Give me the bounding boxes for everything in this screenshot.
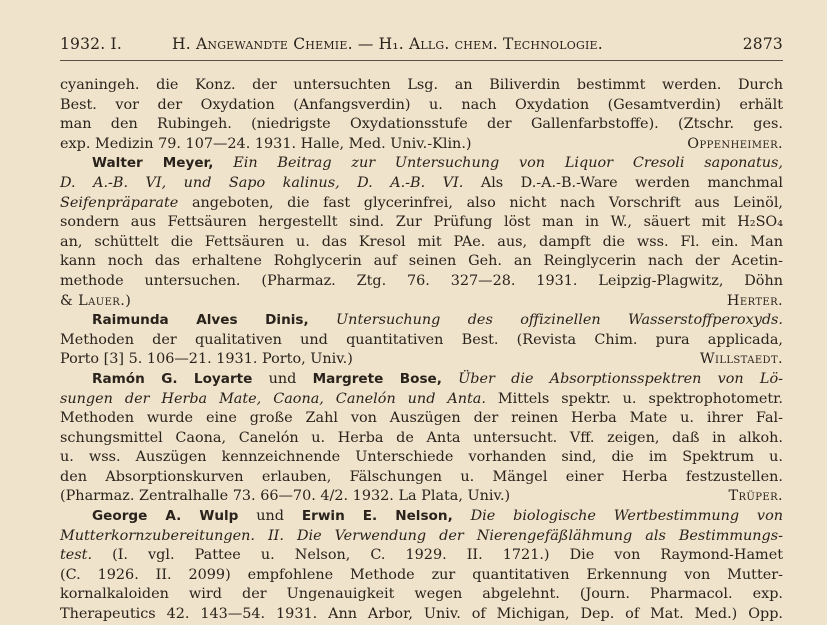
author-name: Margrete Bose,: [312, 370, 442, 387]
referee-name: Trüper.: [728, 488, 783, 505]
page-number: 2873: [742, 35, 783, 53]
paper-title-continued: test.: [60, 547, 93, 564]
paper-title-continued: sungen der Herba Mate, Caona, Canelón und Anta.: [60, 390, 486, 407]
paper-title-continued: D. A.-B. VI, und Sapo kalinus, D. A.-B. VI.: [60, 174, 464, 191]
text-line: [60, 174, 783, 194]
author-name: George A. Wulp: [92, 508, 239, 525]
text-line: sondern aus Fettsäuren hergestellt sind. Zur Prüfung löst man in W., säuert mit H₂SO₄: [60, 214, 783, 231]
header-title: H. Angewandte Chemie. — H₁. Allg. chem. Technologie.: [172, 35, 603, 53]
abstract-entry: [60, 154, 783, 311]
header-year: 1932. I.: [60, 35, 122, 53]
abstract-text: Mittels spektr. u. spektrophotometr.: [497, 390, 784, 407]
citation-text: exp. Medizin 79. 107—24. 1931. Halle, Med. Univ.-Klin.): [60, 135, 472, 152]
text-line: schungsmittel Caona, Canelón u. Herba de Anta untersucht. Vff. zeigen, daß in alkoh.: [60, 429, 783, 446]
entry-heading-line: [60, 311, 783, 331]
text-line: Therapeutics 42. 143—54. 1931. Ann Arbor, Univ. of Michigan, Dep. of Mat. Med.) Opp.: [60, 606, 783, 623]
text-line: [60, 292, 783, 312]
paper-title: Über die Absorptionsspektren von Lö-: [458, 370, 784, 387]
text-line: [60, 135, 783, 155]
text-line: an, schüttelt die Fettsäuren u. das Kresol mit PAe. aus, dampft die wss. Fl. ein. Man: [60, 233, 783, 250]
text-line: [60, 487, 783, 507]
abstract-entry: [60, 507, 783, 625]
abstract-text: Als D.-A.-B.-Ware werden manchmal: [480, 174, 784, 191]
entry-heading-line: [60, 370, 783, 390]
author-name: Walter Meyer,: [92, 155, 214, 172]
citation-text: Porto [3] 5. 106—21. 1931. Porto, Univ.): [60, 351, 353, 368]
text-line: u. wss. Auszügen kennzeichnende Unterschiede vorhanden sind, die im Spektrum u.: [60, 449, 783, 466]
author-connector: und: [268, 370, 297, 387]
text-line: Methoden wurde eine große Zahl von Auszügen der reinen Herba Mate u. ihrer Fal-: [60, 410, 783, 427]
text-line: man den Rubingeh. (niedrigste Oxydationsstufe der Gallenfarbstoffe). (Ztschr. ges.: [60, 116, 783, 133]
paper-title: Die biologische Wertbestimmung von: [470, 508, 783, 525]
abstract-entry: [60, 76, 783, 154]
paper-title-continued: Mutterkornzubereitungen. II. Die Verwendung der Nierengefäßlähmung als Bestimmungs-: [60, 527, 783, 544]
text-line: methode untersuchen. (Pharmaz. Ztg. 76. 327—28. 1931. Leipzig-Plagwitz, Döhn: [60, 272, 783, 289]
referee-name: Herter.: [726, 292, 783, 309]
text-line: cyaningeh. die Konz. der untersuchten Lsg. an Biliverdin bestimmt werden. Durch: [60, 77, 783, 93]
text-line: [60, 194, 783, 214]
text-line: [60, 350, 783, 370]
text-line: Best. vor der Oxydation (Anfangsverdin) u. nach Oxydation (Gesamtverdin) erhält: [60, 96, 783, 113]
author-name: Ramón G. Loyarte: [92, 370, 253, 387]
text-line: [60, 527, 783, 547]
referee-name: Oppenheimer.: [687, 135, 783, 152]
abstract-text: angeboten, die fast glycerinfrei, also nicht nach Vorschrift aus Leinöl,: [191, 194, 783, 211]
text-line: den Absorptionskurven erlauben, Fälschungen u. Mängel einer Herba festzustellen.: [60, 468, 783, 485]
header-rule: [60, 60, 783, 61]
referee-name: Willstaedt.: [699, 351, 783, 368]
text-line: (C. 1926. II. 2099) empfohlene Methode zur quantitativen Erkennung von Mutter-: [60, 566, 783, 583]
paper-title: Untersuchung des offizinellen Wasserstoffperoxyds.: [336, 312, 783, 329]
text-line: kann noch das erhaltene Rohglycerin auf seinen Geh. an Reinglycerin nach der Acetin-: [60, 253, 783, 270]
citation-text: (Pharmaz. Zentralhalle 73. 66—70. 4/2. 1932. La Plata, Univ.): [60, 488, 511, 505]
text-line: Methoden der qualitativen und quantitativen Best. (Revista Chim. pura applicada,: [60, 331, 783, 348]
italic-term: Seifenpräparate: [60, 194, 179, 211]
text-line: [60, 390, 783, 410]
abstract-text: (I. vgl. Pattee u. Nelson, C. 1929. II. 1721.) Die von Raymond-Hamet: [112, 547, 783, 564]
entry-heading-line: [60, 154, 783, 174]
paper-title: Ein Beitrag zur Untersuchung von Liquor Cresoli saponatus,: [233, 155, 783, 172]
abstracts-body: [60, 76, 783, 625]
abstract-entry: [60, 311, 783, 370]
text-line: kornalkaloiden wird der Ungenauigkeit wegen abgelehnt. (Journ. Pharmacol. exp.: [60, 586, 783, 603]
author-name: Raimunda Alves Dinis,: [92, 312, 309, 329]
entry-heading-line: [60, 507, 783, 527]
text-line: [60, 546, 783, 566]
author-name: Erwin E. Nelson,: [301, 508, 453, 525]
running-header: [60, 30, 783, 58]
citation-text: & Lauer.): [60, 292, 132, 309]
author-connector: und: [256, 508, 284, 525]
abstract-entry: [60, 370, 783, 507]
